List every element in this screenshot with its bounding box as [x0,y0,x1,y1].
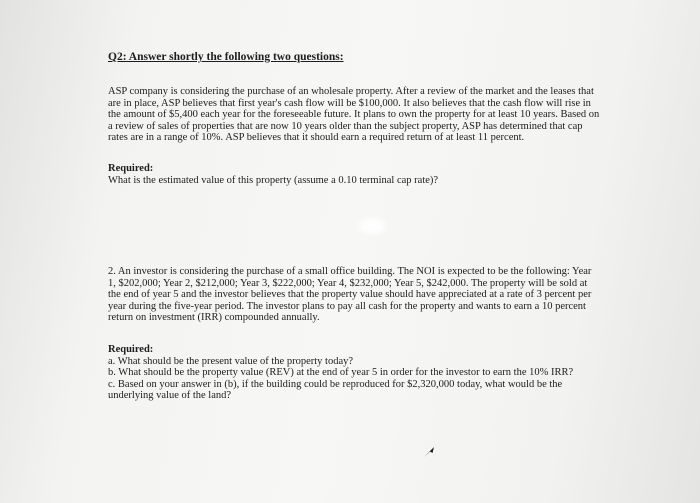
problem-2-line: 1, $202,000; Year 2, $212,000; Year 3, $222,000; Year 4, $232,000; Year 5, $242,000. The property will be sold at [108,277,588,289]
problem-1-line: the amount of $5,400 each year for the foreseeable future. It plans to own the property for at least 10 years. Based on [108,109,600,121]
mouse-cursor-icon [422,445,436,459]
problem-2-line: the end of year 5 and the investor believes that the property value should have appreciated at a rate of 3 percent per [108,289,592,301]
problem-1-line: rates are in a range of 10%. ASP believes that it should earn a required return of at least 11 percent. [108,132,525,144]
problem-1-line: are in place, ASP believes that first year's cash flow will be $100,000. It also believes that the cash flow will rise in [108,97,591,109]
question-heading: Q2: Answer shortly the following two questions: [108,51,344,63]
required-item-a: a. What should be the present value of the property today? [108,355,354,367]
problem-1-text [108,86,599,144]
required-item-b: b. What should be the property value (REV) at the end of year 5 in order for the investor to earn the 10% IRR? [108,367,574,379]
problem-2-line: 2. An investor is considering the purchase of a small office building. The NOI is expected to be the following: Year [108,266,592,277]
required-item-c-cont: underlying value of the land? [108,390,232,402]
problem-2-required [108,344,573,402]
problem-1-required [108,163,438,186]
problem-1-line: a review of sales of properties that are now 10 years older than the subject property, ASP has determined that cap [108,120,583,132]
problem-1-line: ASP company is considering the purchase of an wholesale property. After a review of the market and the leases that [108,86,594,97]
required-label: Required: [108,344,154,355]
required-label: Required: [108,163,154,174]
light-glare [355,215,389,237]
problem-2-text [108,266,591,324]
problem-2-line: return on investment (IRR) compounded annually. [108,312,320,324]
required-item-c: c. Based on your answer in (b), if the building could be reproduced for $2,320,000 today, what would be the [108,378,563,390]
problem-2-line: year during the five-year period. The investor plans to pay all cash for the property and wants to earn a 10 percent [108,300,586,312]
required-question: What is the estimated value of this property (assume a 0.10 terminal cap rate)? [108,174,439,186]
